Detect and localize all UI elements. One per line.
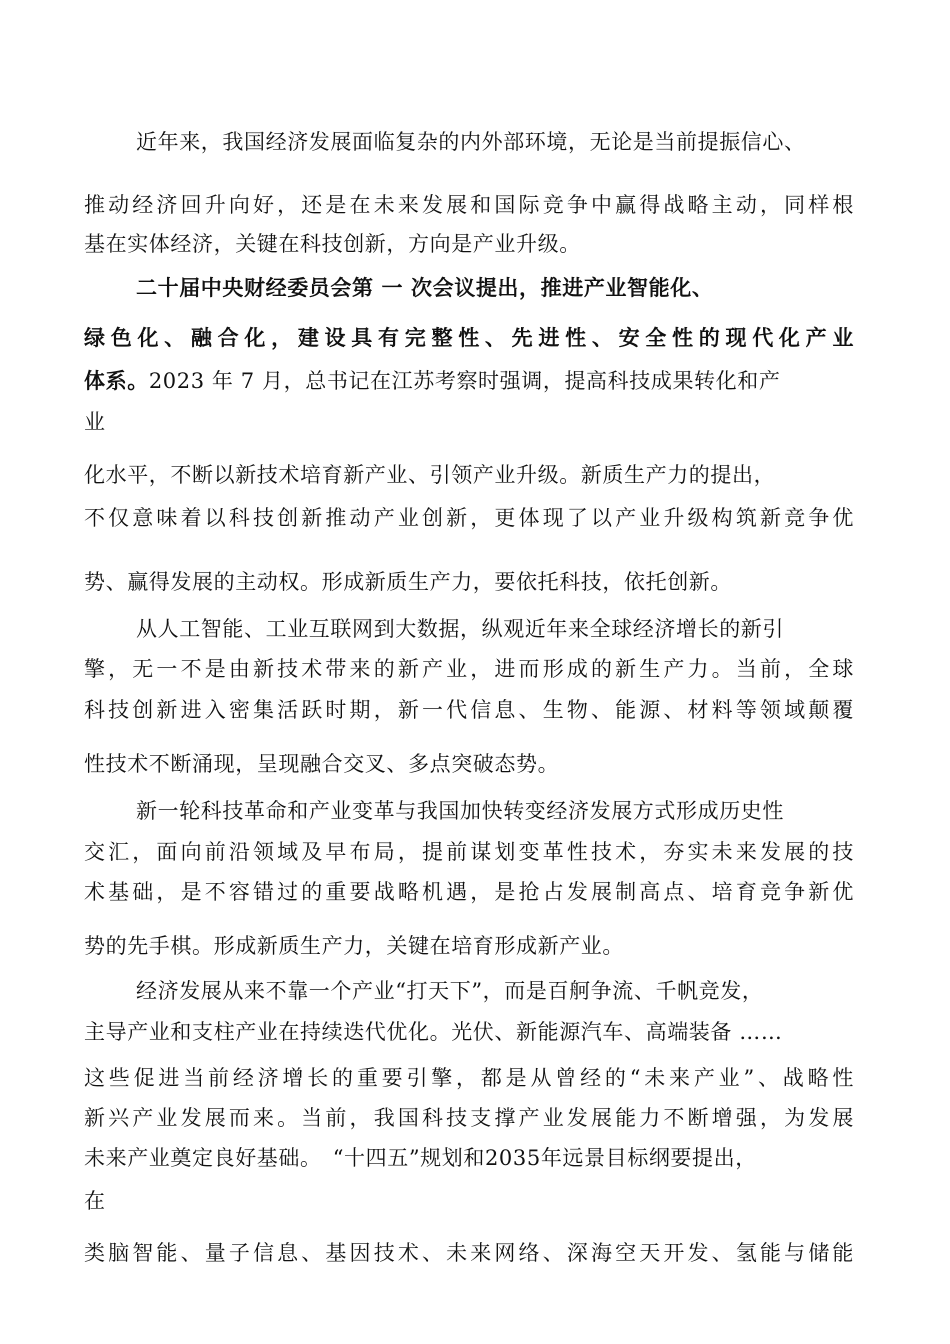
text-line: 类脑智能、量子信息、基因技术、未来网络、深海空天开发、氢能与储能 (84, 1241, 854, 1265)
text-line: 科技创新进入密集活跃时期，新一代信息、生物、能源、材料等领域颠覆 (84, 698, 854, 722)
text-line: 势的先手棋。形成新质生产力，关键在培育形成新产业。 (84, 934, 624, 958)
text-line: 近年来，我国经济发展面临复杂的内外部环境，无论是当前提振信心、 (136, 130, 806, 154)
text-line: 新兴产业发展而来。当前，我国科技支撑产业发展能力不断增强，为发展 (84, 1106, 854, 1130)
text-line: 在 (84, 1189, 106, 1213)
text-line: 不仅意味着以科技创新推动产业创新，更体现了以产业升级构筑新竞争优 (84, 506, 854, 530)
text-line: 交汇，面向前沿领域及早布局，提前谋划变革性技术，夯实未来发展的技 (84, 840, 854, 864)
text-line: 擎，无一不是由新技术带来的新产业，进而形成的新生产力。当前，全球 (84, 657, 854, 681)
text-line: 主导产业和支柱产业在持续迭代优化。光伏、新能源汽车、高端装备 …… (84, 1020, 783, 1044)
bold-text-line: 二十届中央财经委员会第 一 次会议提出，推进产业智能化、 (136, 275, 714, 300)
text-line (84, 366, 854, 396)
text-line: 性技术不断涌现，呈现融合交叉、多点突破态势。 (84, 752, 560, 776)
text-span: 2023 年 7 月，总书记在江苏考察时强调，提高科技成果转化和产 (148, 369, 781, 393)
text-line: 术基础，是不容错过的重要战略机遇，是抢占发展制高点、培育竞争新优 (84, 880, 854, 904)
bold-text-line: 绿色化、融合化，建设具有完整性、先进性、安全性的现代化产业 (84, 325, 854, 350)
text-line: 新一轮科技革命和产业变革与我国加快转变经济发展方式形成历史性 (136, 799, 784, 823)
text-line: 这些促进当前经济增长的重要引擎，都是从曾经的“未来产业”、战略性 (84, 1066, 854, 1090)
text-line: 化水平，不断以新技术培育新产业、引领产业升级。新质生产力的提出， (84, 463, 776, 487)
text-line: 经济发展从来不靠一个产业“打天下”，而是百舸争流、千帆竞发， (136, 979, 764, 1003)
text-line: 业 (84, 410, 106, 434)
bold-text-span: 体系。 (84, 368, 149, 393)
text-line: 未来产业奠定良好基础。 “十四五”规划和2035年远景目标纲要提出， (84, 1146, 757, 1170)
text-line: 基在实体经济，关键在科技创新，方向是产业升级。 (84, 232, 581, 256)
text-line: 推动经济回升向好，还是在未来发展和国际竞争中赢得战略主动，同样根 (84, 193, 854, 217)
text-line: 势、赢得发展的主动权。形成新质生产力，要依托科技，依托创新。 (84, 570, 732, 594)
text-line: 从人工智能、工业互联网到大数据，纵观近年来全球经济增长的新引 (136, 617, 784, 641)
